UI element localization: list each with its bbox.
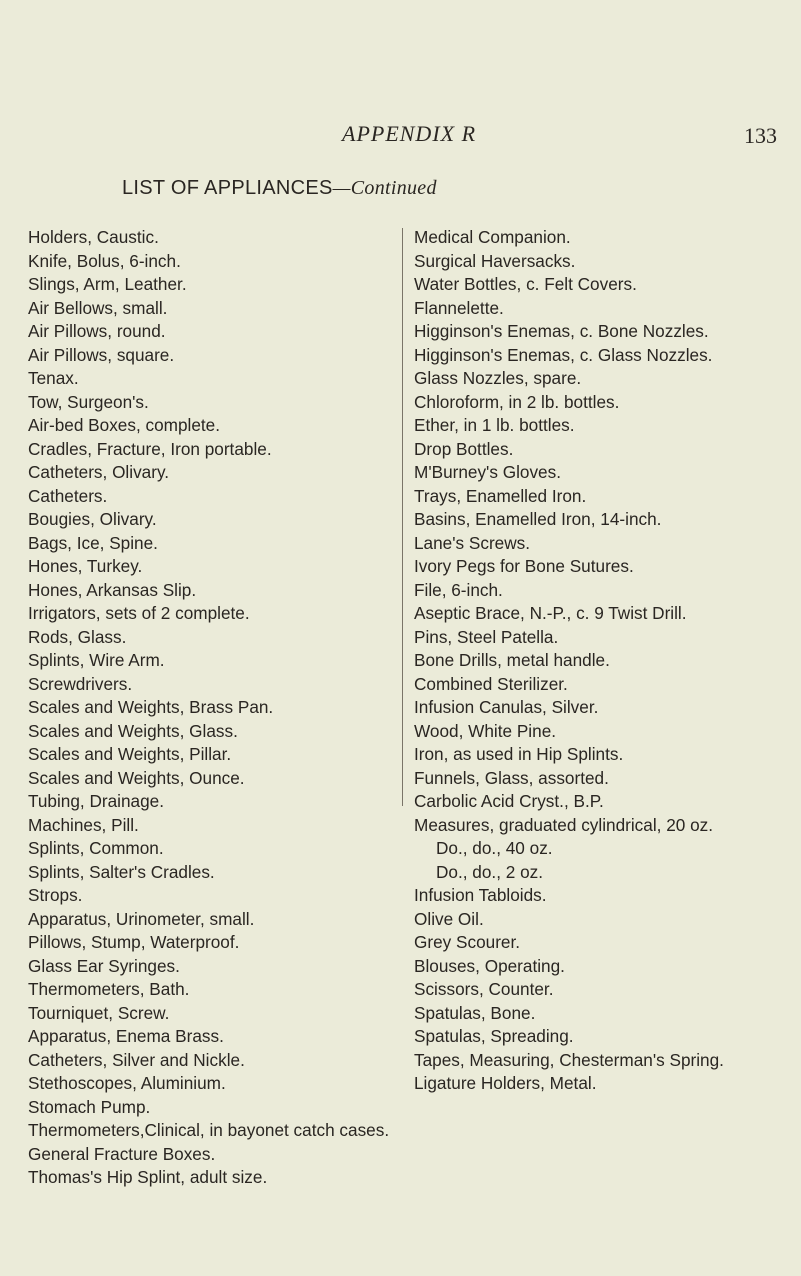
list-item: Medical Companion.	[414, 227, 571, 247]
list-item: Splints, Salter's Cradles.	[28, 861, 215, 882]
list-item: Water Bottles, c. Felt Covers.	[414, 274, 637, 294]
list-item: Bags, Ice, Spine.	[28, 532, 158, 553]
list-item: Olive Oil.	[414, 908, 484, 929]
list-item: Catheters, Silver and Nickle.	[28, 1049, 245, 1070]
list-item: Drop Bottles.	[414, 438, 514, 459]
list-item: Ligature Holders, Metal.	[414, 1073, 597, 1093]
list-item: Tow, Surgeon's.	[28, 391, 149, 412]
list-item: Iron, as used in Hip Splints.	[414, 744, 624, 764]
list-item: Hones, Arkansas Slip.	[28, 579, 197, 600]
list-item: Knife, Bolus, 6-inch.	[28, 250, 181, 271]
list-item: Scales and Weights, Ounce.	[28, 767, 245, 788]
list-item: Hones, Turkey.	[28, 556, 143, 576]
list-item: Tenax.	[28, 368, 79, 388]
list-item: Air-bed Boxes, complete.	[28, 415, 221, 435]
list-item: Thomas's Hip Splint, adult size.	[28, 1167, 268, 1187]
list-item: Air Pillows, square.	[28, 344, 175, 365]
list-item: Blouses, Operating.	[414, 955, 565, 976]
list-item: Apparatus, Urinometer, small.	[28, 908, 255, 929]
list-item: Air Bellows, small.	[28, 297, 168, 318]
list-item: Measures, graduated cylindrical, 20 oz.	[414, 814, 714, 835]
list-item: Wood, White Pine.	[414, 720, 557, 741]
list-item: Holders, Caustic.	[28, 227, 159, 247]
list-item: Lane's Screws.	[414, 532, 531, 553]
list-item: Irrigators, sets of 2 complete.	[28, 603, 250, 623]
list-item: Ether, in 1 lb. bottles.	[414, 415, 575, 435]
list-item: Higginson's Enemas, c. Glass Nozzles.	[414, 344, 713, 365]
list-item: Screwdrivers.	[28, 673, 133, 694]
list-item: Surgical Haversacks.	[414, 250, 576, 271]
list-item: Catheters.	[28, 485, 108, 506]
list-item: Higginson's Enemas, c. Bone Nozzles.	[414, 321, 709, 341]
running-head: APPENDIX R	[342, 121, 477, 146]
right-column	[414, 226, 786, 1096]
list-item: Do., do., 40 oz.	[436, 838, 553, 858]
list-item: Flannelette.	[414, 297, 504, 318]
list-item: Spatulas, Bone.	[414, 1002, 536, 1023]
list-item: Spatulas, Spreading.	[414, 1026, 574, 1046]
list-item: Glass Ear Syringes.	[28, 955, 180, 976]
list-item: Rods, Glass.	[28, 626, 127, 647]
list-item: Stethoscopes, Aluminium.	[28, 1073, 226, 1093]
list-item: File, 6-inch.	[414, 579, 503, 600]
list-item: Do., do., 2 oz.	[436, 861, 544, 882]
page-number: 133	[744, 123, 777, 148]
list-item: Thermometers, Bath.	[28, 979, 190, 999]
list-item: Tubing, Drainage.	[28, 791, 164, 811]
list-item: Thermometers,Clinical, in bayonet catch cases.	[28, 1120, 390, 1140]
list-item: Scissors, Counter.	[414, 979, 554, 999]
list-item: Bougies, Olivary.	[28, 509, 157, 529]
list-item: General Fracture Boxes.	[28, 1143, 216, 1164]
list-item: Ivory Pegs for Bone Sutures.	[414, 556, 634, 576]
list-item: Bone Drills, metal handle.	[414, 650, 610, 670]
list-item: Tourniquet, Screw.	[28, 1002, 170, 1023]
list-item: Pins, Steel Patella.	[414, 626, 559, 647]
list-title-continued: —Continued	[332, 177, 437, 199]
list-item: Stomach Pump.	[28, 1096, 151, 1117]
list-item: Slings, Arm, Leather.	[28, 274, 187, 294]
list-item: Scales and Weights, Pillar.	[28, 744, 232, 764]
list-item: Splints, Wire Arm.	[28, 650, 165, 670]
list-item: M'Burney's Gloves.	[414, 462, 561, 482]
left-column	[28, 226, 400, 1190]
list-item: Basins, Enamelled Iron, 14-inch.	[414, 509, 662, 529]
list-item: Grey Scourer.	[414, 932, 521, 952]
list-item: Scales and Weights, Brass Pan.	[28, 697, 274, 717]
list-item: Pillows, Stump, Waterproof.	[28, 932, 240, 952]
column-divider	[402, 228, 403, 806]
list-item: Carbolic Acid Cryst., B.P.	[414, 791, 604, 811]
list-item: Apparatus, Enema Brass.	[28, 1026, 224, 1046]
list-item: Machines, Pill.	[28, 814, 139, 835]
list-item: Glass Nozzles, spare.	[414, 368, 582, 388]
list-item: Combined Sterilizer.	[414, 673, 568, 694]
list-item: Tapes, Measuring, Chesterman's Spring.	[414, 1049, 724, 1070]
list-item: Infusion Tabloids.	[414, 885, 547, 905]
list-item: Strops.	[28, 885, 83, 905]
list-item: Funnels, Glass, assorted.	[414, 767, 609, 788]
list-item: Air Pillows, round.	[28, 321, 166, 341]
list-item: Trays, Enamelled Iron.	[414, 485, 587, 506]
list-item: Aseptic Brace, N.-P., c. 9 Twist Drill.	[414, 603, 687, 623]
list-item: Scales and Weights, Glass.	[28, 720, 238, 741]
list-item: Catheters, Olivary.	[28, 462, 170, 482]
list-item: Splints, Common.	[28, 838, 164, 858]
list-item: Infusion Canulas, Silver.	[414, 697, 599, 717]
list-item: Cradles, Fracture, Iron portable.	[28, 438, 272, 459]
page-header	[0, 121, 801, 155]
list-title-main: LIST OF APPLIANCES	[122, 177, 333, 199]
list-title	[122, 177, 437, 200]
list-item: Chloroform, in 2 lb. bottles.	[414, 391, 620, 412]
